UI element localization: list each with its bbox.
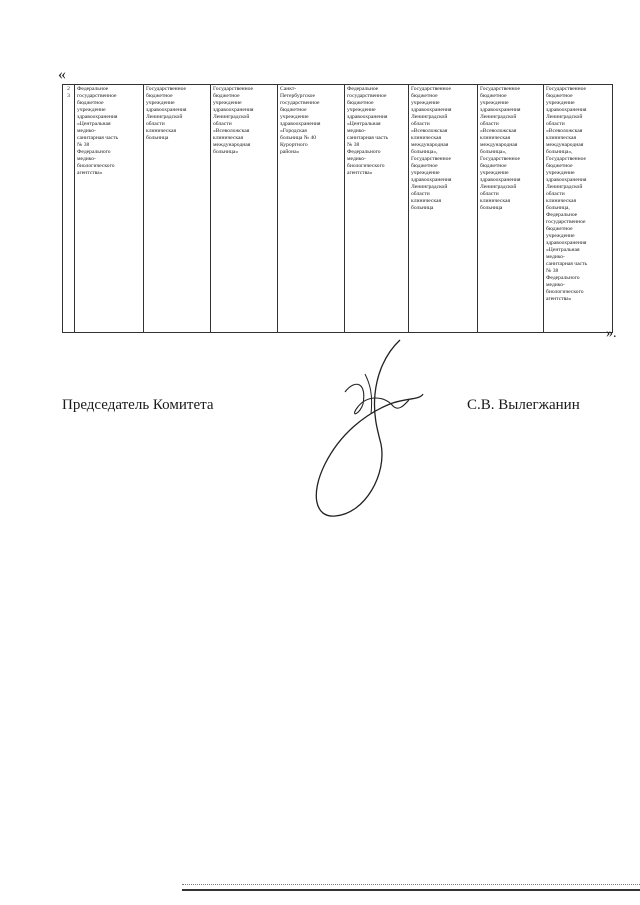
table-cell bbox=[409, 85, 478, 333]
signer-position: Председатель Комитета bbox=[62, 397, 214, 413]
cell-text-5: Федеральное государственное бюджетное учреждение здравоохранения «Центральная медико- санитарная часть № 38 Федерального медико- биологического агентства» bbox=[347, 86, 389, 176]
table-cell bbox=[211, 85, 278, 333]
table-cell bbox=[75, 85, 144, 333]
organizations-table bbox=[62, 84, 613, 333]
opening-quote: « bbox=[58, 66, 66, 83]
handwritten-signature bbox=[305, 334, 435, 524]
table-cell bbox=[144, 85, 211, 333]
row-number-3: 3 bbox=[67, 93, 70, 99]
row-number-cell bbox=[63, 85, 75, 333]
table-cell bbox=[544, 85, 613, 333]
cell-text-4: Санкт- Петербургское государственное бюджетное учреждение здравоохранения «Городская больница № 40 Курортного района» bbox=[280, 86, 321, 155]
closing-quote: ». bbox=[606, 326, 617, 341]
cell-text-7: Государственное бюджетное учреждение здравоохранения Ленинградской области «Всеволожская клиническая международная больница», Государственное бюджетное учреждение здравоохранения Ленинградской области клиническая больница bbox=[480, 86, 521, 211]
table-cell bbox=[478, 85, 544, 333]
scan-edge-line bbox=[182, 889, 640, 891]
table-cell bbox=[278, 85, 345, 333]
signer-name: С.В. Вылегжанин bbox=[467, 397, 580, 413]
scan-edge-dots bbox=[182, 884, 640, 886]
cell-text-3: Государственное бюджетное учреждение здравоохранения Ленинградской области «Всеволожская клиническая международная больница» bbox=[213, 86, 254, 155]
table-row bbox=[63, 85, 613, 333]
cell-text-2: Государственное бюджетное учреждение здравоохранения Ленинградской области клиническая больница bbox=[146, 86, 187, 141]
cell-text-6: Государственное бюджетное учреждение здравоохранения Ленинградской области «Всеволожская клиническая международная больница», Государственное бюджетное учреждение здравоохранения Ленинградской области клиническая больница bbox=[411, 86, 452, 211]
row-number-2: 2 bbox=[67, 86, 70, 92]
cell-text-1: Федеральное государственное бюджетное учреждение здравоохранения «Центральная медико- санитарная часть № 38 Федерального медико- биологического агентства» bbox=[77, 86, 119, 176]
table-cell bbox=[345, 85, 409, 333]
cell-text-8: Государственное бюджетное учреждение здравоохранения Ленинградской области «Всеволожская клиническая международная больница», Государственное бюджетное учреждение здравоохранения Ленинградской области клиническая больница, Федеральное государственное бюджетное учреждение здравоохранения «Центральная медико- санитарная часть № 38 Федерального медико- биологического агентства» bbox=[546, 86, 588, 302]
